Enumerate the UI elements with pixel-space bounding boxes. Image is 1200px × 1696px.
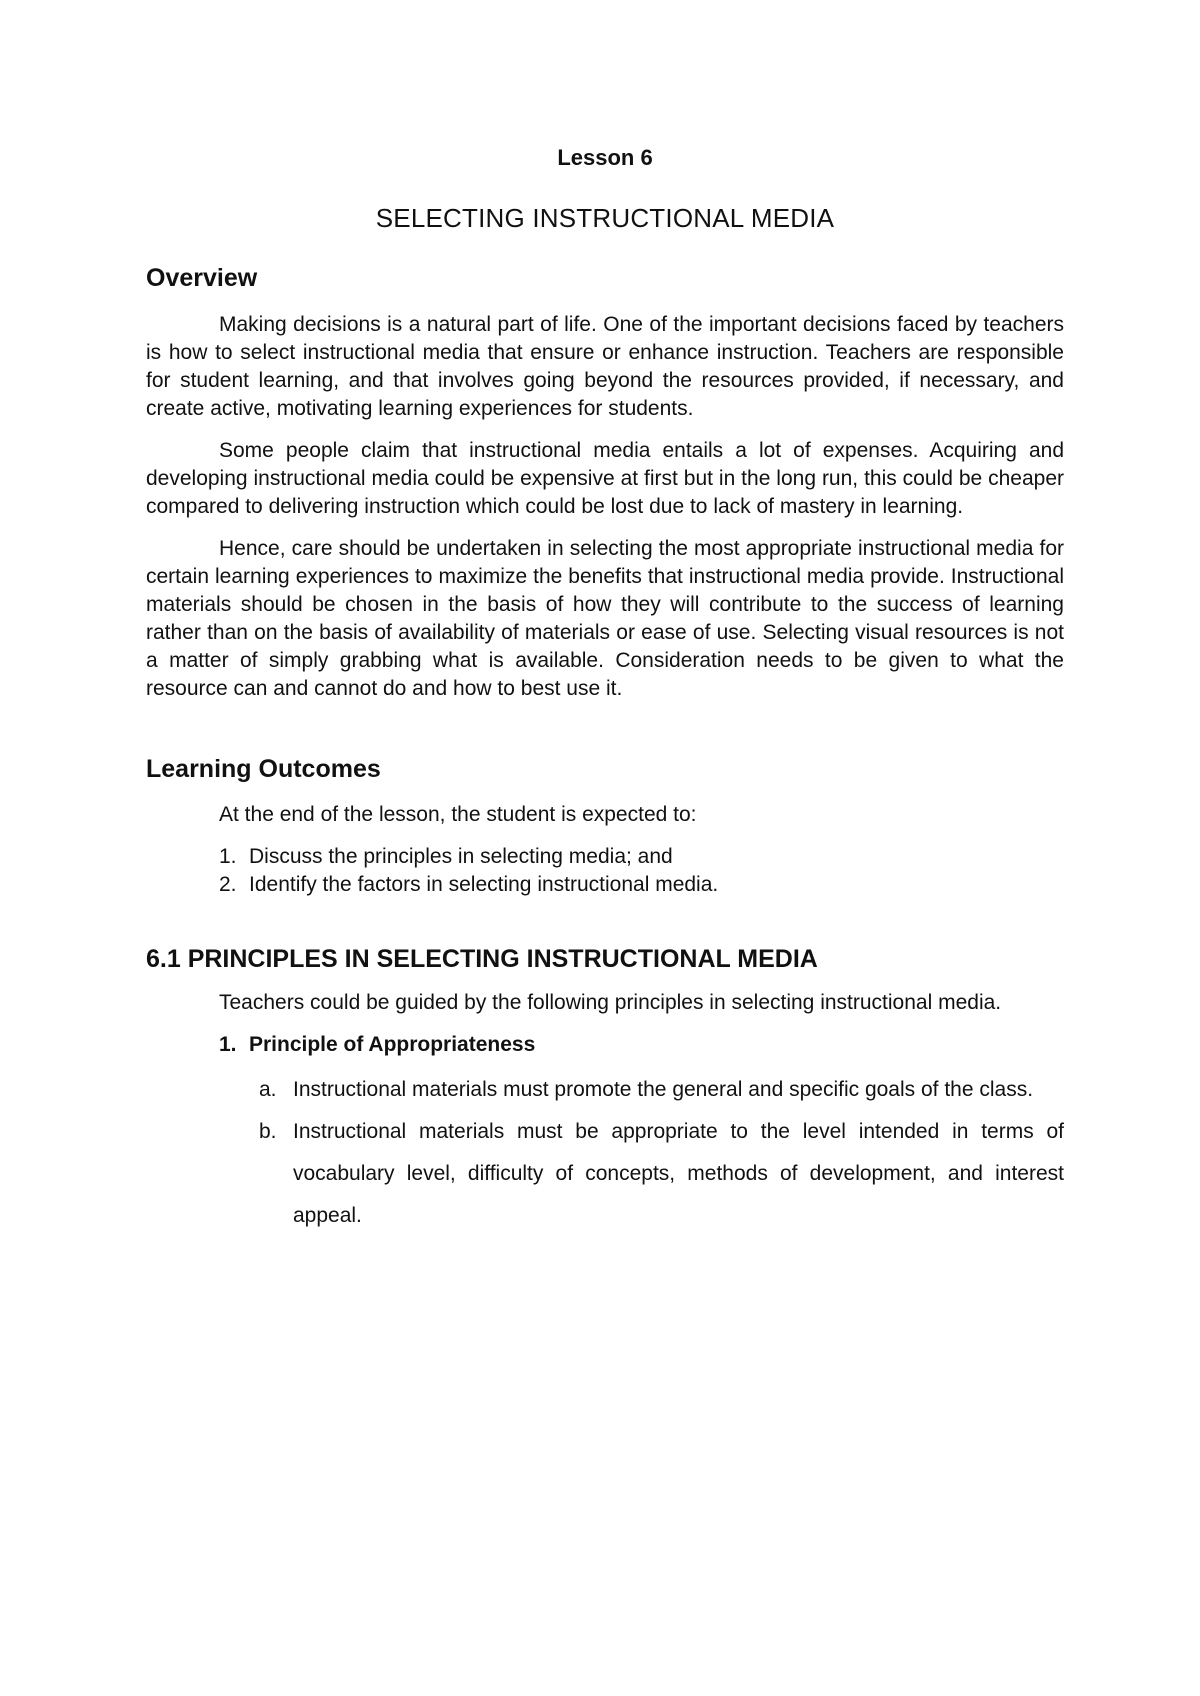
overview-paragraph: Hence, care should be undertaken in selecting the most appropriate instructional media for certain learning experiences to maximize the benefits that instructional media provide. Instructional materials should be chosen in the basis of how they will contribute to the success of learning rather than on the basis of availability of materials or ease of use. Selecting visual resources is not a matter of simply grabbing what is available. Consideration needs to be given to what the resource can and cannot do and how to best use it. xyxy=(146,537,1064,700)
overview-paragraph: Some people claim that instructional media entails a lot of expenses. Acquiring and developing instructional media could be expensive at first but in the long run, this could be cheaper compared to delivering instruction which could be lost due to lack of mastery in learning. xyxy=(146,439,1064,518)
learning-outcomes-heading: Learning Outcomes xyxy=(146,755,381,783)
principles-heading: 6.1 PRINCIPLES IN SELECTING INSTRUCTIONAL MEDIA xyxy=(146,945,818,973)
principle-of-appropriateness xyxy=(219,1031,1064,1237)
list-item-letter: a. xyxy=(259,1078,277,1101)
list-item-number: 2. xyxy=(219,873,237,896)
overview-heading: Overview xyxy=(146,264,258,292)
overview-paragraph: Making decisions is a natural part of life. One of the important decisions faced by teachers is how to select instructional media that ensure or enhance instruction. Teachers are responsible for student learning, and that involves going beyond the resources provided, if necessary, and create active, motivating learning experiences for students. xyxy=(146,313,1064,420)
learning-outcomes-intro: At the end of the lesson, the student is expected to: xyxy=(219,803,697,826)
list-item-letter: b. xyxy=(259,1120,277,1143)
lesson-label: Lesson 6 xyxy=(557,145,653,170)
list-item-text: Discuss the principles in selecting media; and xyxy=(249,845,673,868)
principle-title-text: Principle of Appropriateness xyxy=(249,1033,536,1056)
principles-intro: Teachers could be guided by the following principles in selecting instructional media. xyxy=(219,991,1002,1014)
list-item xyxy=(259,1111,1064,1237)
list-item-text: Instructional materials must be appropriate to the level intended in terms of vocabulary level, difficulty of concepts, methods of development, and interest appeal. xyxy=(293,1120,1064,1227)
list-item-text: Identify the factors in selecting instructional media. xyxy=(249,873,719,896)
lesson-title: SELECTING INSTRUCTIONAL MEDIA xyxy=(375,203,835,233)
list-item xyxy=(219,843,1064,871)
learning-outcomes-list xyxy=(219,843,1064,899)
principle-title xyxy=(219,1031,1064,1059)
principle-number: 1. xyxy=(219,1033,237,1056)
list-item-text: Instructional materials must promote the general and specific goals of the class. xyxy=(293,1078,1034,1101)
page-content xyxy=(146,144,1064,1237)
principle-sub-list xyxy=(259,1069,1064,1237)
list-item xyxy=(219,871,1064,899)
list-item-number: 1. xyxy=(219,845,237,868)
list-item xyxy=(259,1069,1064,1111)
